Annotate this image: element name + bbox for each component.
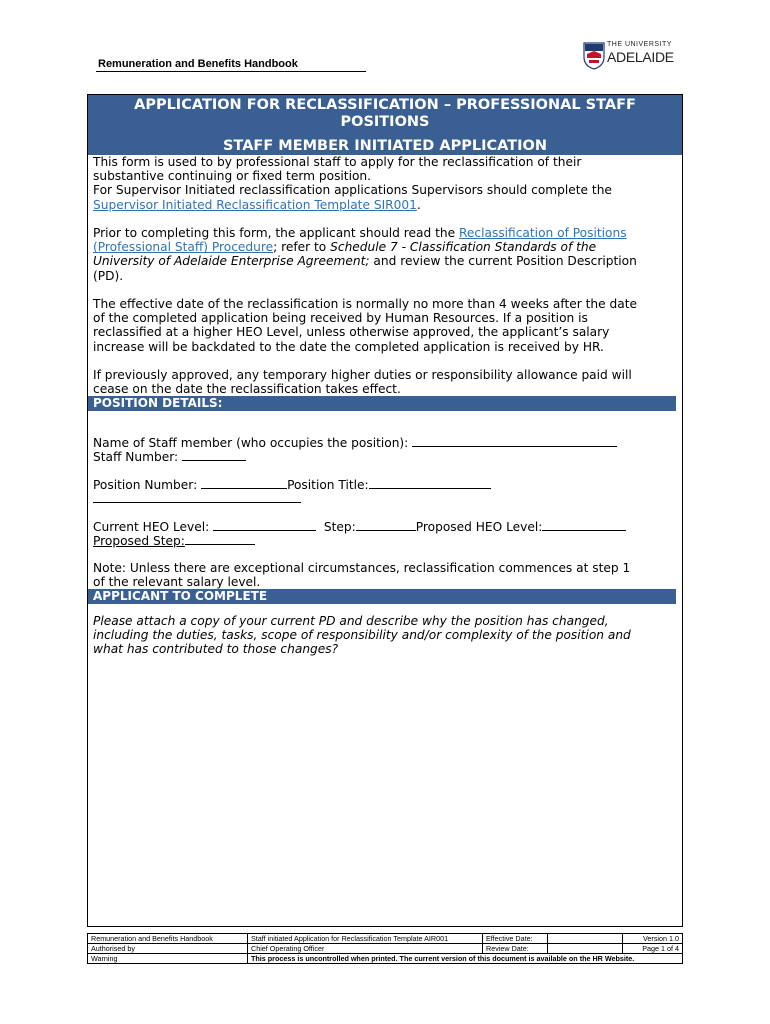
position-title-label: Position Title: bbox=[287, 478, 369, 492]
intro-p1-line1: This form is used to by professional staff to apply for the reclassification of their bbox=[93, 155, 582, 169]
proposed-step-field[interactable] bbox=[185, 533, 255, 545]
footer-row-2 bbox=[88, 944, 683, 954]
title-text-1: APPLICATION FOR RECLASSIFICATION – PROFESSIONAL STAFF bbox=[134, 97, 636, 113]
intro-p2-text: Prior to completing this form, the applicant should read the bbox=[93, 226, 459, 240]
intro-p3-line4: increase will be backdated to the date the completed application is received by HR. bbox=[93, 339, 604, 354]
sir001-link[interactable]: Supervisor Initiated Reclassification Template SIR001 bbox=[93, 197, 417, 212]
proposed-step-label: Proposed Step: bbox=[93, 534, 185, 548]
intro-p1-line3: For Supervisor Initiated reclassification applications Supervisors should complete the bbox=[93, 183, 612, 198]
proposed-step-row bbox=[93, 533, 683, 548]
intro-paragraph-1 bbox=[93, 155, 683, 212]
position-number-field[interactable] bbox=[201, 477, 287, 489]
note-line2: of the relevant salary level. bbox=[93, 575, 261, 590]
footer-effective-label: Effective Date: bbox=[483, 934, 548, 944]
applicant-q-line1: Please attach a copy of your current PD and describe why the position has changed, bbox=[93, 614, 609, 628]
current-heo-label: Current HEO Level: bbox=[93, 520, 210, 534]
title-text-2: POSITIONS bbox=[340, 114, 430, 130]
intro-p2-review: and review the current Position Description bbox=[369, 254, 637, 269]
intro-p3-line1: The effective date of the reclassification is normally no more than 4 weeks after the date bbox=[93, 297, 637, 311]
position-number-row bbox=[93, 477, 683, 492]
staff-name-label: Name of Staff member (who occupies the position): bbox=[93, 436, 409, 450]
intro-p2-line3 bbox=[93, 254, 683, 268]
position-title-row-2 bbox=[93, 491, 683, 506]
note-paragraph bbox=[93, 561, 683, 589]
note-line1: Note: Unless there are exceptional circumstances, reclassification commences at step 1 bbox=[93, 561, 631, 575]
procedure-link-part2[interactable]: (Professional Staff) Procedure bbox=[93, 240, 274, 255]
university-logo bbox=[583, 40, 675, 74]
position-details-heading: POSITION DETAILS: bbox=[88, 396, 676, 411]
applicant-q-line3: what has contributed to those changes? bbox=[93, 642, 339, 657]
proposed-heo-label: Proposed HEO Level: bbox=[415, 520, 543, 534]
footer-effective-value bbox=[548, 934, 623, 944]
position-number-label: Position Number: bbox=[93, 478, 198, 492]
footer-page: Page 1 of 4 bbox=[623, 944, 683, 954]
enterprise-agreement-ref: University of Adelaide Enterprise Agreement; bbox=[93, 254, 370, 269]
period: . bbox=[416, 197, 421, 212]
footer-review-value bbox=[548, 944, 623, 954]
staff-number-row bbox=[93, 449, 683, 464]
footer-handbook: Remuneration and Benefits Handbook bbox=[88, 934, 248, 944]
logo-line-2: ADELAIDE bbox=[607, 49, 674, 65]
intro-p3-line3: reclassified at a higher HEO Level, unless otherwise approved, the applicant’s salary bbox=[93, 325, 610, 340]
intro-p1-line4 bbox=[93, 198, 683, 212]
applicant-q-line2: including the duties, tasks, scope of responsibility and/or complexity of the position and bbox=[93, 628, 631, 643]
footer-warning-text: This process is uncontrolled when printed. The current version of this document is available on the HR Website. bbox=[248, 954, 683, 964]
position-title-field[interactable] bbox=[369, 477, 491, 489]
step-field[interactable] bbox=[356, 519, 416, 531]
footer-review-label: Review Date: bbox=[483, 944, 548, 954]
footer-table bbox=[87, 933, 683, 964]
title-band bbox=[88, 95, 682, 155]
footer-template-name: Staff initiated Application for Reclassification Template AIR001 bbox=[248, 934, 483, 944]
title-line-1 bbox=[88, 97, 682, 131]
applicant-question bbox=[93, 614, 683, 657]
intro-paragraph-2 bbox=[93, 226, 683, 283]
footer-authorised-label: Authorised by bbox=[88, 944, 248, 954]
intro-paragraph-3 bbox=[93, 297, 683, 354]
footer-version: Version 1.0 bbox=[623, 934, 683, 944]
intro-p2-refer: ; refer to bbox=[273, 240, 331, 255]
position-title-field-cont[interactable] bbox=[93, 491, 301, 503]
proposed-heo-field[interactable] bbox=[542, 519, 626, 531]
logo-line-1: THE UNIVERSITY bbox=[607, 41, 672, 48]
footer-warning-label: Warning bbox=[88, 954, 248, 964]
staff-number-label: Staff Number: bbox=[93, 450, 179, 464]
handbook-header: Remuneration and Benefits Handbook bbox=[98, 58, 298, 70]
header-rule bbox=[96, 71, 366, 72]
shield-icon bbox=[583, 42, 605, 70]
applicant-heading: APPLICANT TO COMPLETE bbox=[88, 589, 676, 604]
intro-p3-line2: of the completed application being received by Human Resources. If a position is bbox=[93, 311, 588, 326]
intro-p2-line1 bbox=[93, 226, 683, 240]
subtitle: STAFF MEMBER INITIATED APPLICATION bbox=[222, 138, 547, 154]
staff-name-row bbox=[93, 435, 683, 450]
intro-p2-line4: (PD). bbox=[93, 268, 124, 283]
staff-name-field[interactable] bbox=[412, 435, 617, 447]
intro-p4-line2: cease on the date the reclassification takes effect. bbox=[93, 382, 401, 397]
step-label: Step: bbox=[323, 520, 356, 534]
form-frame bbox=[87, 94, 683, 927]
heo-level-row bbox=[93, 519, 683, 534]
footer-row-3 bbox=[88, 954, 683, 964]
intro-p1-line2: substantive continuing or fixed term position. bbox=[93, 169, 372, 184]
footer-row-1 bbox=[88, 934, 683, 944]
intro-paragraph-4 bbox=[93, 368, 683, 396]
intro-p4-line1: If previously approved, any temporary higher duties or responsibility allowance paid will bbox=[93, 368, 632, 382]
intro-p2-line2 bbox=[93, 240, 683, 254]
procedure-link-part1[interactable]: Reclassification of Positions bbox=[459, 226, 627, 240]
staff-number-field[interactable] bbox=[182, 449, 246, 461]
schedule-7-ref: Schedule 7 - Classification Standards of the bbox=[330, 240, 597, 255]
current-heo-field[interactable] bbox=[213, 519, 316, 531]
footer-authorised-value: Chief Operating Officer bbox=[248, 944, 483, 954]
